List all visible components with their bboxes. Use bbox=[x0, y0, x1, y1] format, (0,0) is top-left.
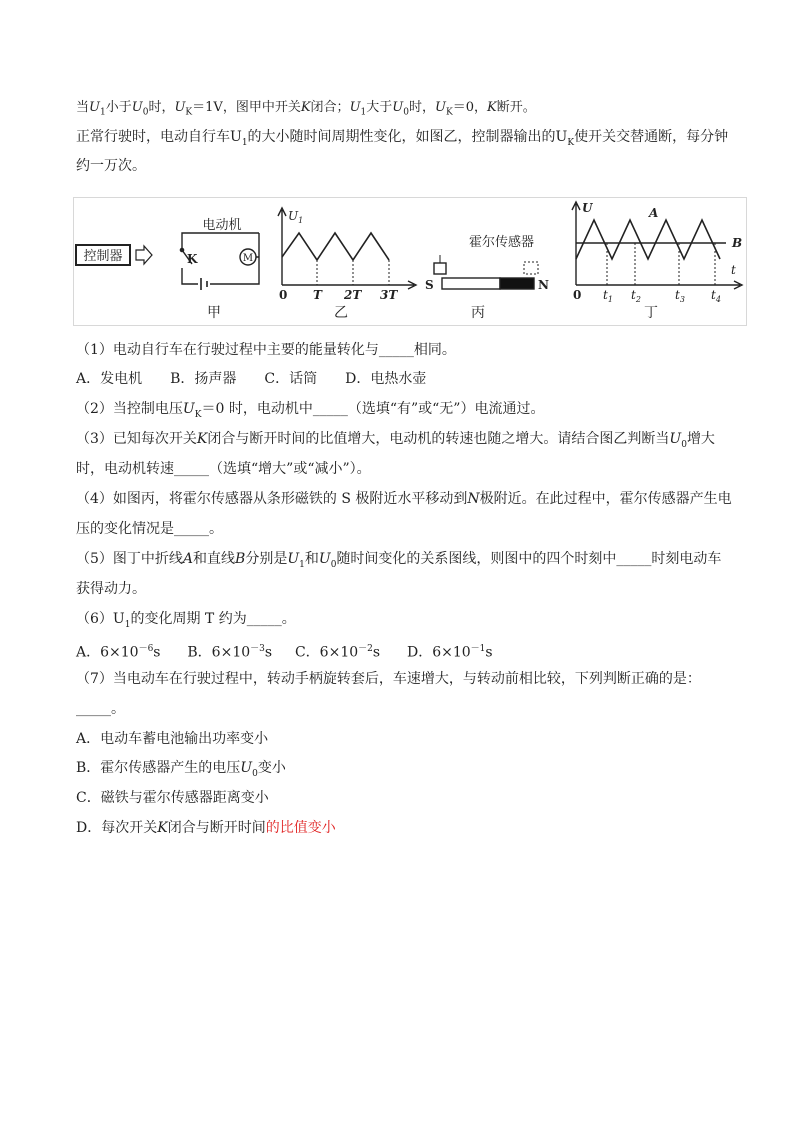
question-4: （4）如图丙，将霍尔传感器从条形磁铁的 S 极附近水平移动到N极附近。在此过程中，霍尔传感器产生电 bbox=[76, 491, 732, 507]
intro-line-3: 约一万次。 bbox=[76, 158, 146, 174]
t-tick-4: $t_4$ bbox=[711, 288, 721, 304]
question-1: （1）电动自行车在行驶过程中主要的能量转化与_____相同。 bbox=[76, 342, 456, 358]
u1-tick-0: 0 bbox=[279, 288, 288, 302]
circuit-wire-top bbox=[182, 233, 259, 250]
line-B-label: B bbox=[732, 236, 743, 250]
t-tick-2: $t_2$ bbox=[631, 288, 641, 304]
highlighted-text: 的比值变小 bbox=[265, 820, 336, 836]
u1-y-label: $U_1$ bbox=[288, 209, 304, 225]
u1-y-axis bbox=[278, 208, 286, 285]
intro-line-1: 当$U_1$小于$U_0$时，$U_K=1V$，图甲中开关K闭合；$U_1$大于$U_0$时，$U_K=0$，K断开。 bbox=[76, 100, 536, 118]
question-7-option-a: A．电动车蓄电池输出功率变小 bbox=[76, 731, 269, 747]
motor-symbol: M bbox=[242, 253, 254, 264]
controller-label: 控制器 bbox=[83, 249, 123, 264]
switch-pivot bbox=[180, 248, 183, 251]
question-2: （2）当控制电压$U_K=0$ 时，电动机中_____（选填“有”或“无”）电流通过。 bbox=[76, 401, 545, 420]
label-ding: 丁 bbox=[644, 305, 658, 321]
question-7-option-d: D．每次开关K闭合与断开时间的比值变小 bbox=[76, 820, 336, 836]
u1-waveform bbox=[282, 233, 389, 260]
arrow-icon bbox=[136, 246, 152, 264]
question-1-options: A．发电机 B．扬声器 C．话筒 D．电热水壶 bbox=[76, 371, 427, 387]
u-x-axis bbox=[576, 281, 742, 289]
question-7-option-b: B．霍尔传感器产生的电压$U_0$变小 bbox=[76, 760, 286, 779]
question-7-blank: _____。 bbox=[76, 701, 125, 717]
magnet-s-label: S bbox=[425, 278, 434, 292]
u1-period-markers bbox=[317, 260, 389, 285]
t-tick-1: $t_1$ bbox=[603, 288, 613, 304]
question-6-options: A．$6\times 10^{-6}s$ B．$6\times 10^{-3}s$ C．$6\times 10^{-2}s$ D．$6\times 10^{-1}s$ bbox=[76, 644, 493, 661]
question-7: （7）当电动车在行驶过程中，转动手柄旋转套后，车速增大，与转动前相比较，下列判断正确的是： bbox=[76, 671, 701, 687]
question-3-line-2: 时，电动机转速_____（选填“增大”或“减小”）。 bbox=[76, 461, 371, 477]
motor-label: 电动机 bbox=[202, 218, 242, 233]
u1-tick-T: T bbox=[313, 288, 322, 302]
hall-sensor-right bbox=[524, 262, 538, 274]
label-bing: 丙 bbox=[471, 305, 485, 321]
hall-sensor-left bbox=[434, 263, 446, 274]
u1-tick-3T: 3T bbox=[380, 288, 398, 302]
line-A-label: A bbox=[649, 206, 659, 220]
intro-line-2: 正常行驶时，电动自行车$U_1$的大小随时间周期性变化，如图乙，控制器输出的$U_K$使开关交替通断，每分钟 bbox=[76, 129, 729, 148]
t-tick-3: $t_3$ bbox=[675, 288, 685, 304]
question-3: （3）已知每次开关K闭合与断开时间的比值增大，电动机的转速也随之增大。请结合图乙判断当$U_0$增大 bbox=[76, 431, 715, 450]
line-A-waveform bbox=[576, 220, 720, 259]
circuit-wire-left bbox=[182, 268, 198, 284]
magnet-n-label: N bbox=[538, 278, 549, 292]
battery-icon bbox=[201, 278, 207, 290]
question-7-option-c: C．磁铁与霍尔传感器距离变小 bbox=[76, 790, 269, 806]
t-markers bbox=[607, 243, 715, 285]
label-jia: 甲 bbox=[207, 305, 221, 321]
label-yi: 乙 bbox=[334, 305, 348, 321]
hall-sensor-label: 霍尔传感器 bbox=[469, 235, 535, 250]
figure-svg bbox=[74, 198, 746, 325]
magnet-n-half bbox=[500, 278, 534, 289]
u1-tick-2T: 2T bbox=[344, 288, 362, 302]
magnet-s-half bbox=[442, 278, 500, 289]
u-y-label: U bbox=[582, 201, 593, 215]
t-x-label: t bbox=[731, 263, 736, 277]
t-tick-0: 0 bbox=[573, 288, 582, 302]
question-6: $(6)U_1$的变化周期 T 约为_____。 bbox=[76, 611, 296, 630]
question-4-line-2: 压的变化情况是_____。 bbox=[76, 521, 223, 537]
question-5-line-2: 获得动力。 bbox=[76, 581, 146, 597]
figure-panel bbox=[73, 197, 747, 326]
question-5: （5）图丁中折线A和直线B分别是$U_1$和$U_0$随时间变化的关系图线，则图中的四个时刻中_____时刻电动车 bbox=[76, 551, 722, 570]
switch-k-label: K bbox=[187, 252, 198, 266]
